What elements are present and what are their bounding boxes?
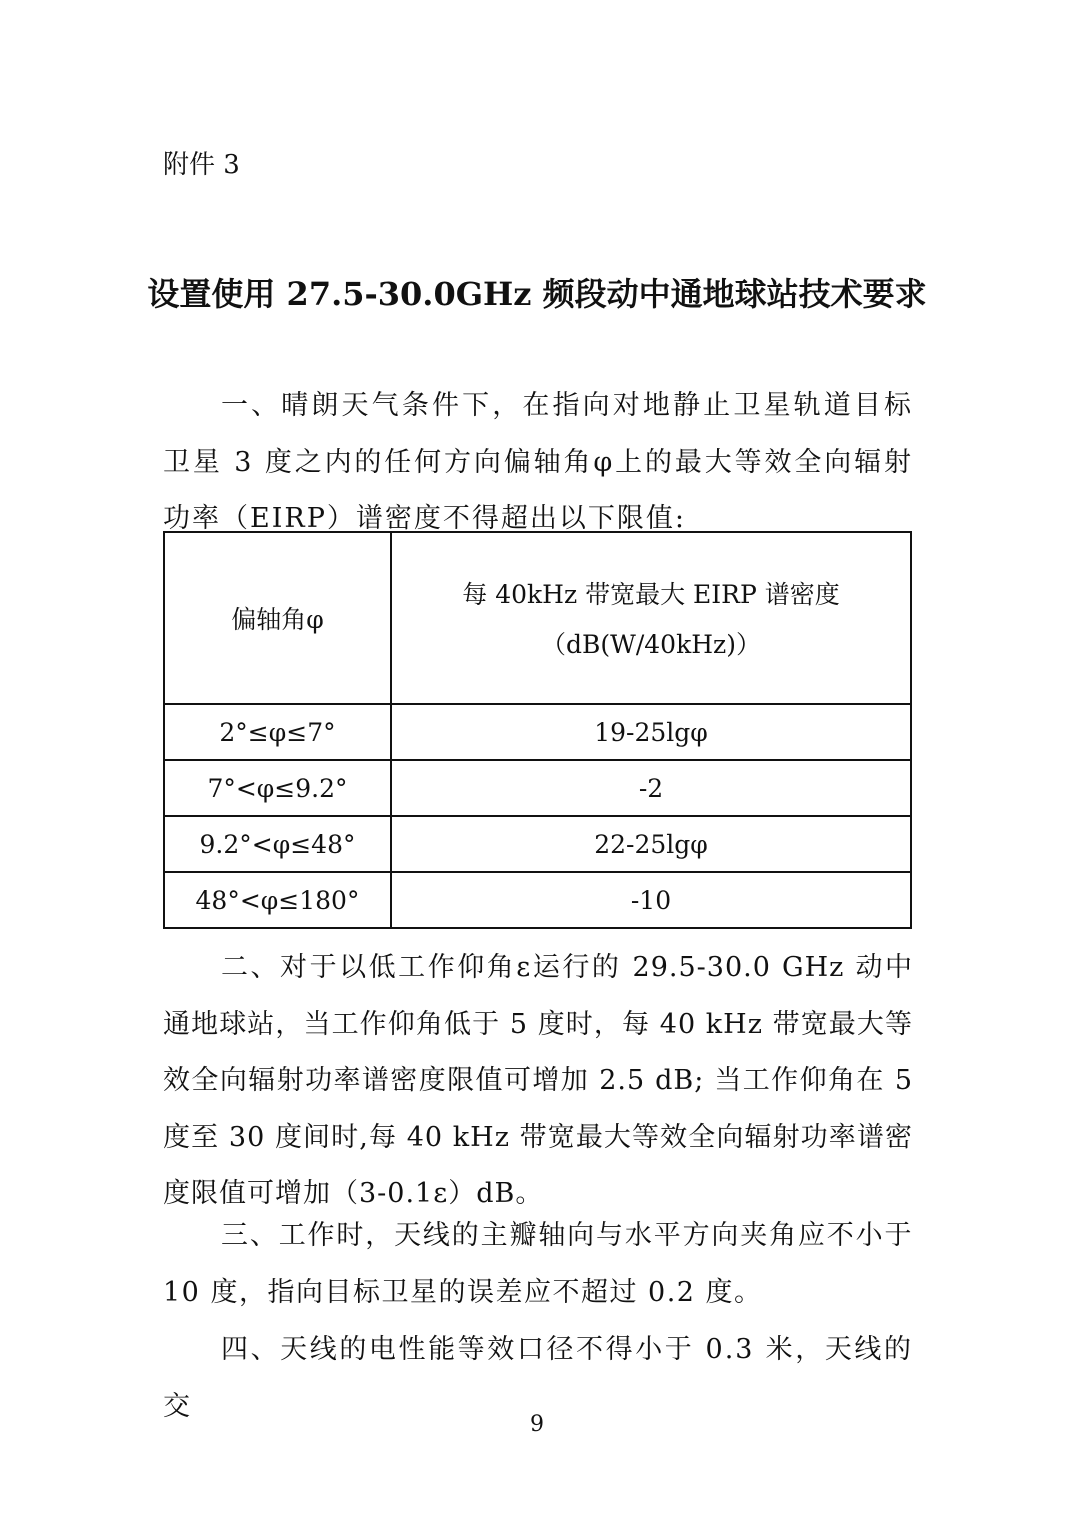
paragraph-4: 四、天线的电性能等效口径不得小于 0.3 米，天线的交 [163, 1334, 913, 1422]
table-row [164, 816, 911, 872]
document-title: 设置使用 27.5-30.0GHz 频段动中通地球站技术要求 [147, 275, 927, 313]
table-row [164, 872, 911, 928]
limit-cell: -10 [391, 872, 911, 928]
attachment-label: 附件 3 [163, 150, 240, 180]
paragraph-2: 二、对于以低工作仰角ε运行的 29.5-30.0 GHz 动中通地球站，当工作仰角低于 5 度时，每 40 kHz 带宽最大等效全向辐射功率谱密度限值可增加 2.5 dB; 当工作仰角在 5 度至 30 度间时,每 40 kHz 带宽最大等效全向辐射功率谱密度限值可增加（3-0.1ε）dB。 [163, 952, 913, 1209]
page-number: 9 [530, 1412, 544, 1437]
angle-cell: 2°≤φ≤7° [164, 704, 391, 760]
table-row [164, 760, 911, 816]
limit-cell: 22-25lgφ [391, 816, 911, 872]
table-header-row [164, 532, 911, 704]
table-row [164, 704, 911, 760]
header-eirp-density [391, 532, 911, 704]
limit-cell: -2 [391, 760, 911, 816]
angle-cell: 9.2°<φ≤48° [164, 816, 391, 872]
header-off-axis-angle: 偏轴角φ [164, 532, 391, 704]
header-eirp-density-line1: 每 40kHz 带宽最大 EIRP 谱密度 [462, 580, 840, 609]
paragraph-1: 一、晴朗天气条件下，在指向对地静止卫星轨道目标卫星 3 度之内的任何方向偏轴角φ上的最大等效全向辐射功率（EIRP）谱密度不得超出以下限值: [163, 390, 913, 534]
header-eirp-density-unit: （dB(W/40kHz)） [541, 630, 761, 659]
eirp-limits-table [163, 531, 912, 929]
paragraph-3: 三、工作时，天线的主瓣轴向与水平方向夹角应不小于 10 度，指向目标卫星的误差应不超过 0.2 度。 [163, 1220, 913, 1308]
angle-cell: 7°<φ≤9.2° [164, 760, 391, 816]
limit-cell: 19-25lgφ [391, 704, 911, 760]
angle-cell: 48°<φ≤180° [164, 872, 391, 928]
